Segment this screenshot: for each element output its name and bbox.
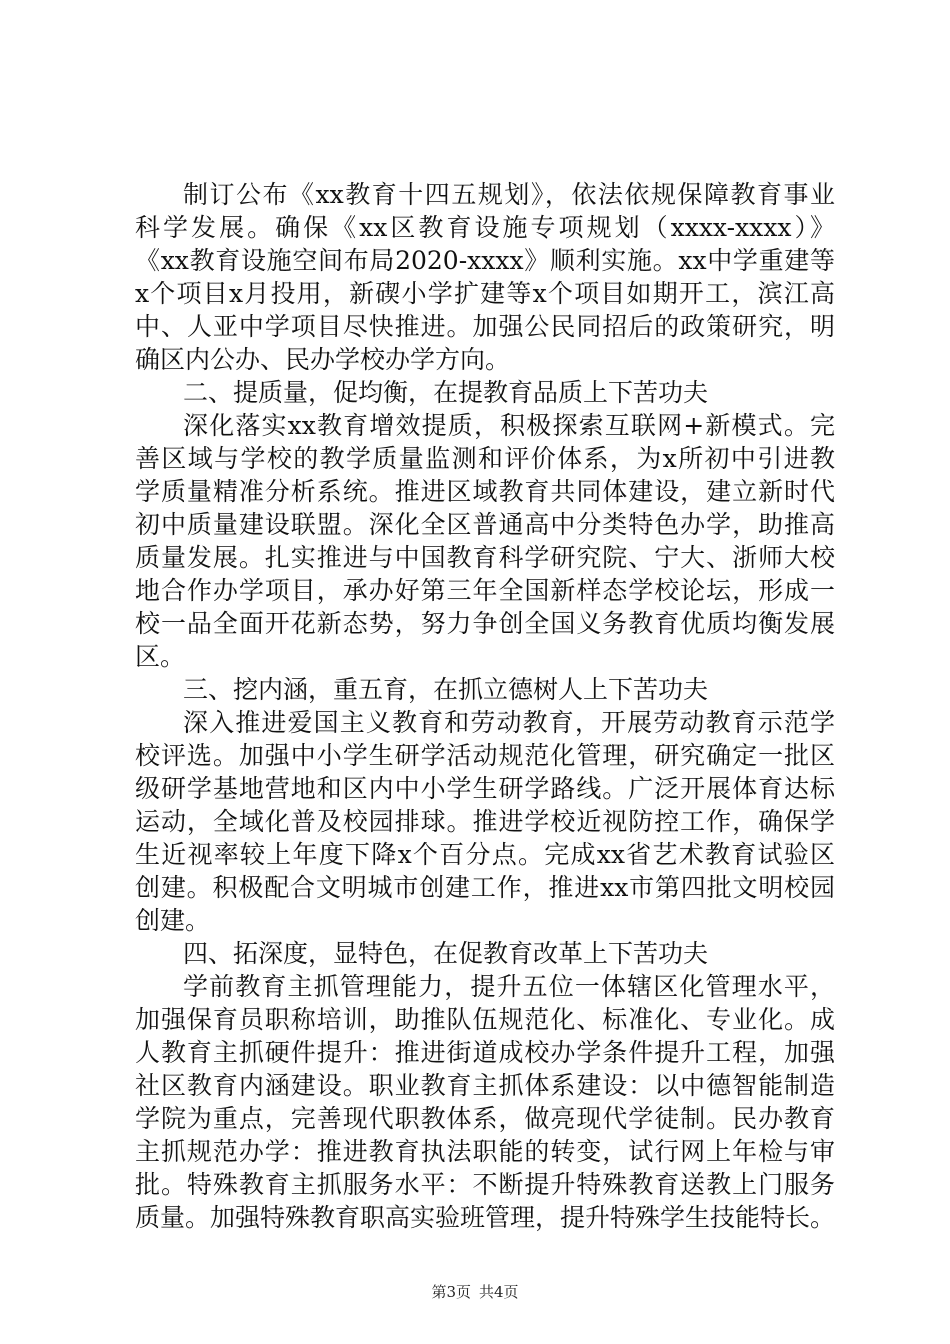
paragraph-line: 确区内公办、民办学校办学方向。	[135, 345, 511, 374]
paragraph-line: 创建。积极配合文明城市创建工作，推进xx市第四批文明校园	[135, 873, 835, 902]
page-total: 共4页	[479, 1283, 519, 1301]
paragraph-line: 学院为重点，完善现代职教体系，做亮现代学徒制。民办教育	[135, 1104, 835, 1133]
paragraph-line: 生近视率较上年度下降x个百分点。完成xx省艺术教育试验区	[135, 840, 835, 869]
paragraph-line: 校一品全面开花新态势，努力争创全国义务教育优质均衡发展	[135, 609, 835, 638]
paragraph-line: x个项目x月投用，新碶小学扩建等x个项目如期开工，滨江高	[135, 279, 835, 308]
paragraph-line: 级研学基地营地和区内中小学生研学路线。广泛开展体育达标	[135, 774, 835, 803]
paragraph-line: 初中质量建设联盟。深化全区普通高中分类特色办学，助推高	[135, 510, 835, 539]
paragraph-line: 制订公布《xx教育十四五规划》，依法依规保障教育事业	[183, 180, 835, 209]
paragraph-line: 学前教育主抓管理能力，提升五位一体辖区化管理水平，	[183, 972, 835, 1001]
paragraph-line: 善区域与学校的教学质量监测和评价体系，为x所初中引进教	[135, 444, 835, 473]
paragraph-line: 加强保育员职称培训，助推队伍规范化、标准化、专业化。成	[135, 1005, 835, 1034]
section-heading: 三、挖内涵，重五育，在抓立德树人上下苦功夫	[183, 675, 709, 704]
section-heading: 四、拓深度，显特色，在促教育改革上下苦功夫	[183, 939, 709, 968]
paragraph-line: 批。特殊教育主抓服务水平：不断提升特殊教育送教上门服务	[135, 1170, 835, 1199]
page-number: 第3页	[431, 1283, 471, 1301]
paragraph-line: 深化落实xx教育增效提质，积极探索互联网+新模式。完	[183, 411, 835, 440]
paragraph-line: 区。	[135, 642, 186, 671]
paragraph-line: 社区教育内涵建设。职业教育主抓体系建设：以中德智能制造	[135, 1071, 835, 1100]
paragraph-line: 质量发展。扎实推进与中国教育科学研究院、宁大、浙师大校	[135, 543, 835, 572]
paragraph-line: 运动，全域化普及校园排球。推进学校近视防控工作，确保学	[135, 807, 835, 836]
paragraph-line: 科学发展。确保《xx区教育设施专项规划（xxxx-xxxx）》	[135, 213, 835, 242]
paragraph-line: 校评选。加强中小学生研学活动规范化管理，研究确定一批区	[135, 741, 835, 770]
paragraph-line: 地合作办学项目，承办好第三年全国新样态学校论坛，形成一	[135, 576, 835, 605]
paragraph-line: 学质量精准分析系统。推进区域教育共同体建设，建立新时代	[135, 477, 835, 506]
paragraph-line: 人教育主抓硬件提升：推进街道成校办学条件提升工程，加强	[135, 1038, 835, 1067]
paragraph-line: 创建。	[135, 906, 211, 935]
paragraph-line: 主抓规范办学：推进教育执法职能的转变，试行网上年检与审	[135, 1137, 835, 1166]
page-footer	[0, 1282, 950, 1302]
section-heading: 二、提质量，促均衡，在提教育品质上下苦功夫	[183, 378, 709, 407]
paragraph-line: 质量。加强特殊教育职高实验班管理，提升特殊学生技能特长。	[135, 1203, 835, 1232]
paragraph-line: 中、人亚中学项目尽快推进。加强公民同招后的政策研究，明	[135, 312, 835, 341]
paragraph-line: 《xx教育设施空间布局2020-xxxx》顺利实施。xx中学重建等	[135, 246, 835, 275]
paragraph-line: 深入推进爱国主义教育和劳动教育，开展劳动教育示范学	[183, 708, 835, 737]
